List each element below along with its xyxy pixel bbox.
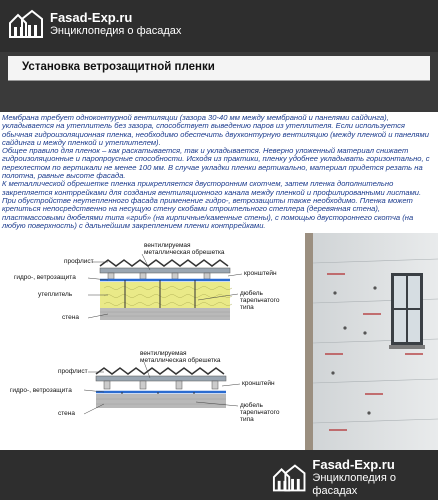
paragraph: При обустройстве неутепленного фасада применение гидро-, ветрозащиты также необходимо. Пленка может крепиться непосредственно на несущую стену скобами строительного степлера (деревянная стена), пластмассовыми дюбелями типа «гриб» (на кирпичные/каменные стены), с помощью двустороннего скотча (на любую поверхность) с дальнейшим закреплением пленки контррейками. (2, 195, 414, 230)
footer (0, 450, 438, 500)
dowel-label: дюбель тарельчатого типа (240, 402, 280, 423)
wall-label: стена (62, 314, 79, 321)
article-text (2, 114, 434, 230)
diagram-uninsulated-wall (0, 346, 305, 446)
site-subtitle: Энциклопедия о фасадах (50, 24, 182, 37)
site-logo[interactable] (8, 9, 181, 39)
frame-label: вентилируемая металлическая обрешетка (140, 350, 221, 364)
header (0, 0, 438, 52)
paragraph: Мембрана требует одноконтурной вентиляции (зазора 30-40 мм между мембраной и панелями сайдинга), укладывается на утеплитель без зазора, способствует выведению паров из утеплителя. Если используется обычная гидроизоляционная пленка, необходимо обеспечить двухконтурную вентиляцию (между пленкой и панелями сайдинга и между пленкой и утеплителем). (2, 113, 429, 147)
diagram-insulated-wall (0, 240, 305, 345)
profile-label: профлист (58, 368, 88, 375)
bracket-label: кронштейн (242, 380, 275, 387)
footer-site-subtitle: Энциклопедия о фасадах (312, 472, 396, 497)
paragraph: Общее правило для пленок – как раскатывается, так и укладывается. Неверно уложенный материал снижает гидроизоляционные и паропроусные способности. Исходя из практики, пленку удобнее укладывать горизонтально, с перехлестом по вертикали не менее 100 мм. В случае укладки пленки вертикально, материал придется резать на полотна, равные высоте фасада. (2, 146, 430, 181)
site-name: Fasad-Exp.ru (50, 9, 133, 25)
article-title-bar (8, 56, 430, 81)
bracket-label: кронштейн (244, 270, 277, 277)
wall-label: стена (58, 410, 75, 417)
frame-label: вентилируемая металлическая обрешетка (144, 242, 225, 256)
profile-label: профлист (64, 258, 94, 265)
building-logo-icon (272, 463, 306, 493)
membrane-label: гидро-, ветрозащита (14, 274, 76, 281)
footer-logo[interactable] (272, 458, 438, 498)
facade-membrane-photo (305, 233, 438, 450)
article-title: Установка ветрозащитной пленки (22, 61, 215, 73)
membrane-label: гидро-, ветрозащита (10, 387, 72, 394)
footer-site-name: Fasad-Exp.ru (312, 457, 395, 472)
dowel-label: дюбель тарельчатого типа (240, 290, 280, 311)
building-logo-icon (8, 9, 44, 39)
paragraph: К металлической обрешетке пленка прикрепляется двусторонним скотчем, затем пленка дополнительно закрепляется контррейками для создания вентиляционного канала между пленкой и профилированными листами. (2, 179, 422, 197)
insulation-label: утеплитель (38, 291, 73, 298)
